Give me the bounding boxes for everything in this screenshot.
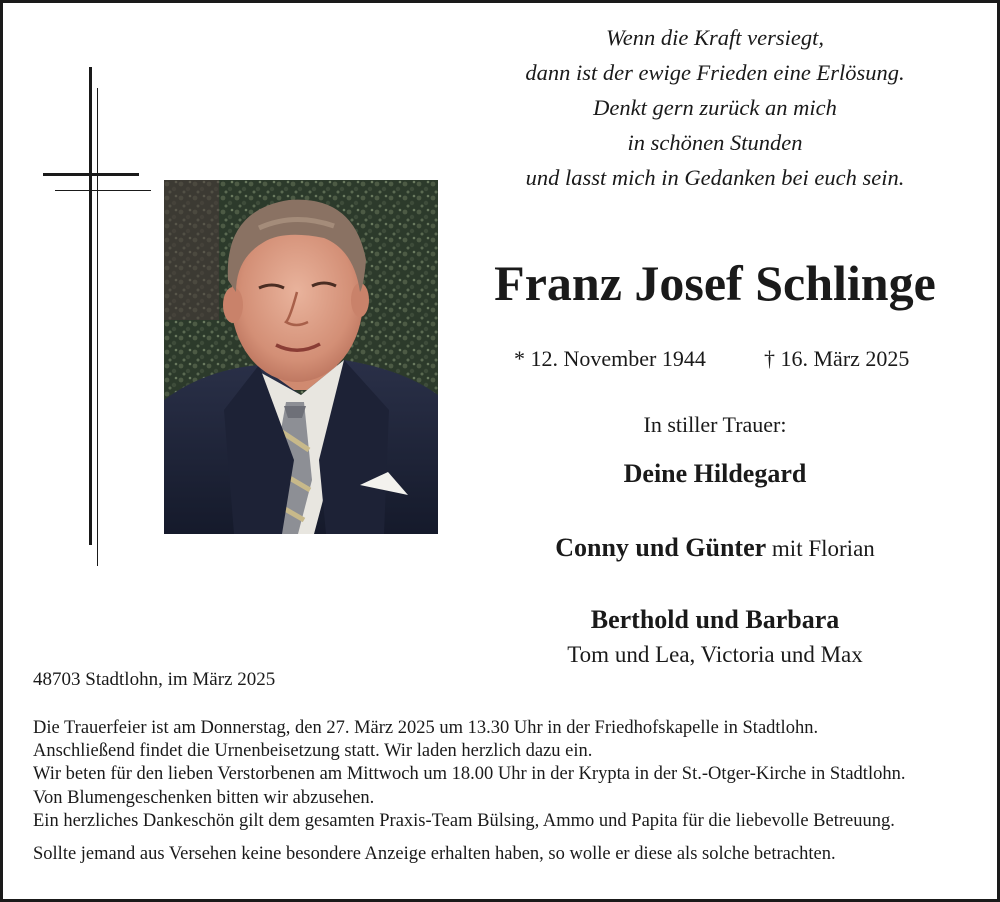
poem-line: in schönen Stunden — [627, 130, 803, 155]
notice-line: Von Blumengeschenken bitten wir abzusehen. — [33, 787, 375, 808]
birth-date: * 12. November 1944 — [514, 346, 706, 371]
poem — [470, 20, 960, 195]
mourner-line-2-rest: mit Florian — [766, 536, 875, 561]
place-date: 48703 Stadtlohn, im März 2025 — [33, 669, 276, 690]
notice-line: Anschließend findet die Urnenbeisetzung statt. Wir laden herzlich dazu ein. — [33, 741, 593, 762]
notice-line: Ein herzliches Dankeschön gilt dem gesamten Praxis-Team Bülsing, Ammo und Papita für die liebevolle Betreuung. — [33, 810, 895, 831]
notice-line: Die Trauerfeier ist am Donnerstag, den 27. März 2025 um 13.30 Uhr in der Friedhofskapelle in Stadtlohn. — [33, 718, 819, 738]
mourner-line-2 — [440, 532, 990, 565]
closing-line: Sollte jemand aus Versehen keine besondere Anzeige erhalten haben, so wolle er diese als solche betrachten. — [33, 844, 836, 865]
mourner-line-4: Tom und Lea, Victoria und Max — [567, 642, 863, 667]
poem-line: dann ist der ewige Frieden eine Erlösung. — [525, 60, 905, 85]
funeral-details — [33, 717, 983, 866]
deceased-name: Franz Josef Schlinge — [494, 255, 936, 311]
mourner-line-1: Deine Hildegard — [623, 459, 807, 488]
mourner-line-2-bold: Conny und Günter — [555, 533, 767, 562]
poem-line: Denkt gern zurück an mich — [593, 95, 837, 120]
notice-line: Wir beten für den lieben Verstorbenen am Mittwoch um 18.00 Uhr in der Krypta in der St.-Otger-Kirche in Stadtlohn. — [33, 764, 906, 785]
poem-line: Wenn die Kraft versiegt, — [606, 25, 824, 50]
mourning-label: In stiller Trauer: — [643, 412, 787, 437]
poem-line: und lasst mich in Gedanken bei euch sein. — [525, 165, 905, 190]
portrait-photo — [164, 180, 438, 534]
death-date: † 16. März 2025 — [764, 346, 910, 371]
mourner-line-3: Berthold und Barbara — [590, 605, 840, 634]
